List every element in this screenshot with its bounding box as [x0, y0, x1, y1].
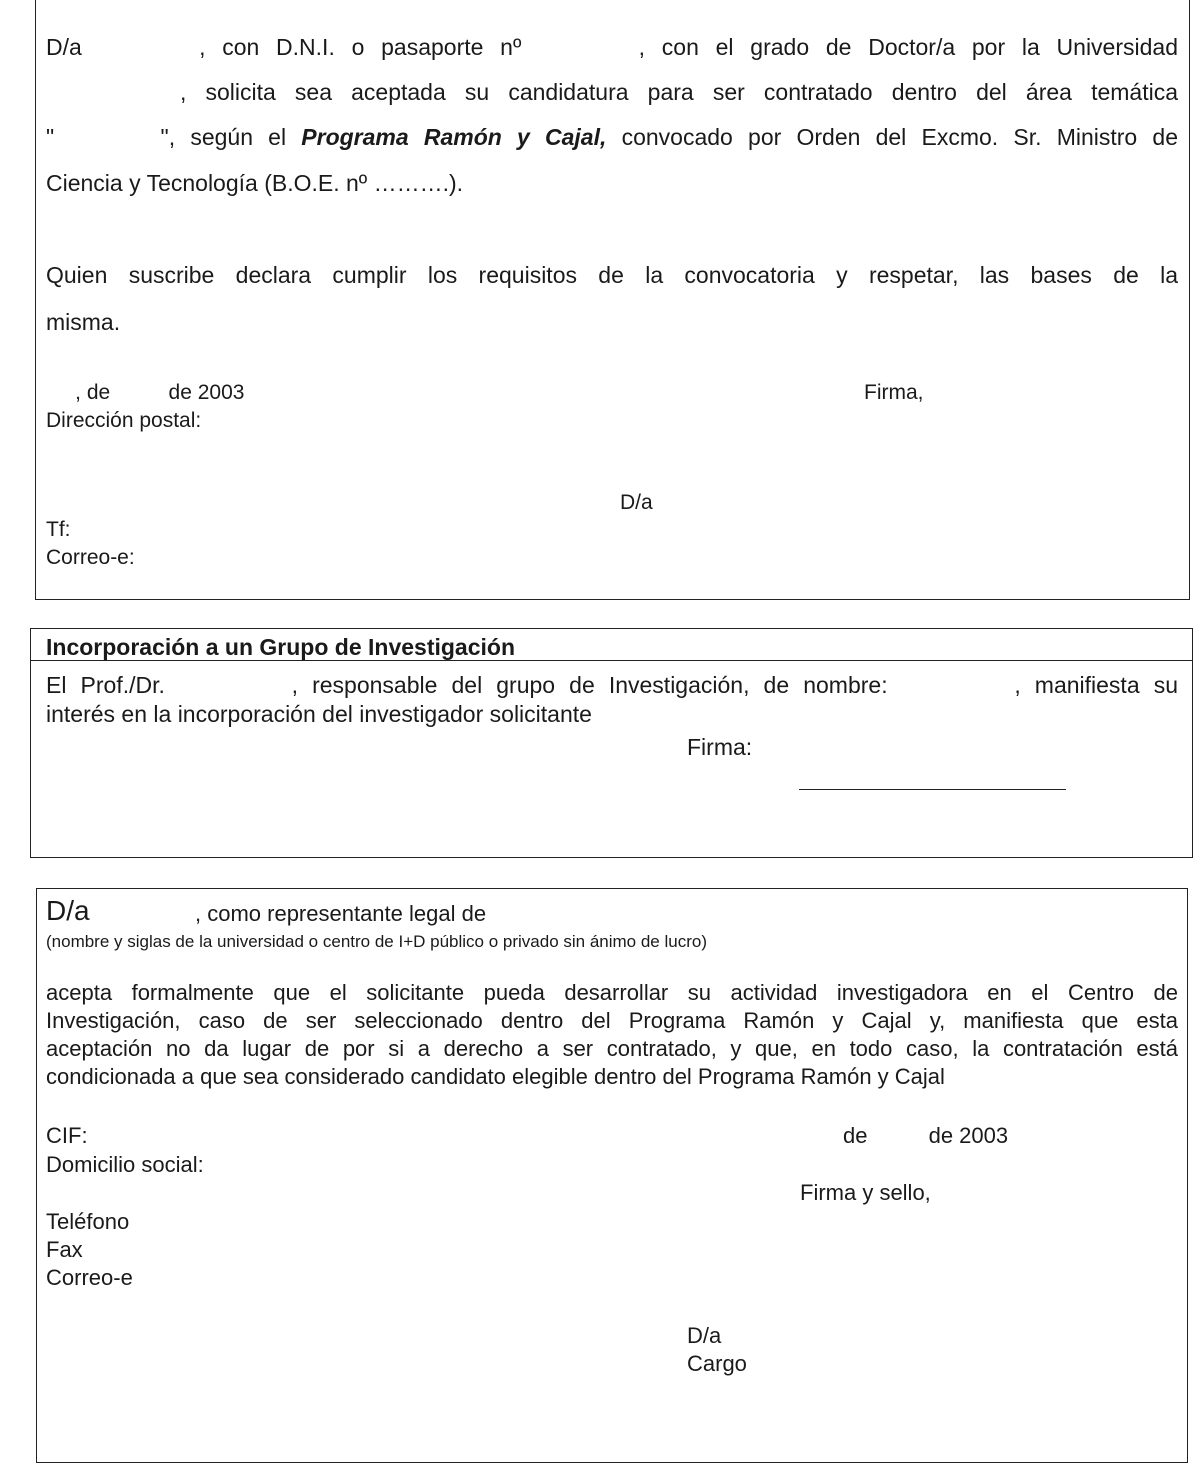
application-firma: Firma,	[864, 381, 924, 404]
application-line-1: D/a , con D.N.I. o pasaporte nº , con el grado de Doctor/a por la Universidad	[46, 34, 1178, 60]
center-para-line-1: acepta formalmente que el solicitante pueda desarrollar su actividad investigadora en el Centro de	[46, 980, 1178, 1005]
group-line-2: interés en la incorporación del investigador solicitante	[46, 701, 592, 727]
center-box	[36, 888, 1188, 1463]
cif-label: CIF:	[46, 1123, 88, 1148]
group-line-1: El Prof./Dr. , responsable del grupo de Investigación, de nombre: , manifiesta su	[46, 672, 1178, 698]
declaration-line-1: Quien suscribe declara cumplir los requisitos de la convocatoria y respetar, las bases de la	[46, 262, 1178, 288]
center-signer: D/a	[687, 1323, 722, 1348]
center-representative: , como representante legal de	[195, 901, 487, 926]
group-box	[30, 628, 1193, 858]
center-hint: (nombre y siglas de la universidad o centro de I+D público o privado sin ánimo de lucro)	[46, 932, 707, 951]
center-fax-label: Fax	[46, 1237, 83, 1262]
center-email-label: Correo-e	[46, 1265, 133, 1290]
application-line-3: " ", según el Programa Ramón y Cajal, convocado por Orden del Excmo. Sr. Ministro de	[46, 124, 1178, 150]
telefono-label: Tf:	[46, 518, 71, 541]
center-cargo: Cargo	[687, 1351, 747, 1376]
application-line-4: Ciencia y Tecnología (B.O.E. nº ……….).	[46, 170, 464, 196]
email-label: Correo-e:	[46, 546, 135, 569]
center-para-line-4: condicionada a que sea considerado candidato elegible dentro del Programa Ramón y Cajal	[46, 1064, 945, 1089]
group-firma: Firma:	[687, 734, 753, 760]
group-signature-line	[799, 789, 1066, 790]
center-para-line-3: aceptación no da lugar de por si a derecho a ser contratado, y que, en todo caso, la contratación está	[46, 1036, 1178, 1061]
center-da: D/a	[46, 895, 90, 926]
center-firma-sello: Firma y sello,	[800, 1180, 931, 1205]
center-date: de de 2003	[843, 1123, 1009, 1148]
program-name: Programa Ramón y Cajal,	[301, 124, 607, 150]
application-line-2: , solicita sea aceptada su candidatura para ser contratado dentro del área temática	[46, 79, 1178, 105]
center-telefono-label: Teléfono	[46, 1209, 130, 1234]
application-date: , de de 2003	[46, 381, 245, 404]
application-signer: D/a	[620, 491, 653, 514]
declaration-line-2: misma.	[46, 309, 121, 335]
group-title: Incorporación a un Grupo de Investigación	[46, 634, 516, 660]
domicilio-label: Domicilio social:	[46, 1152, 204, 1177]
center-para-line-2: Investigación, caso de ser seleccionado dentro del Programa Ramón y Cajal y, manifiesta que esta	[46, 1008, 1178, 1033]
direccion-postal-label: Dirección postal:	[46, 409, 202, 432]
